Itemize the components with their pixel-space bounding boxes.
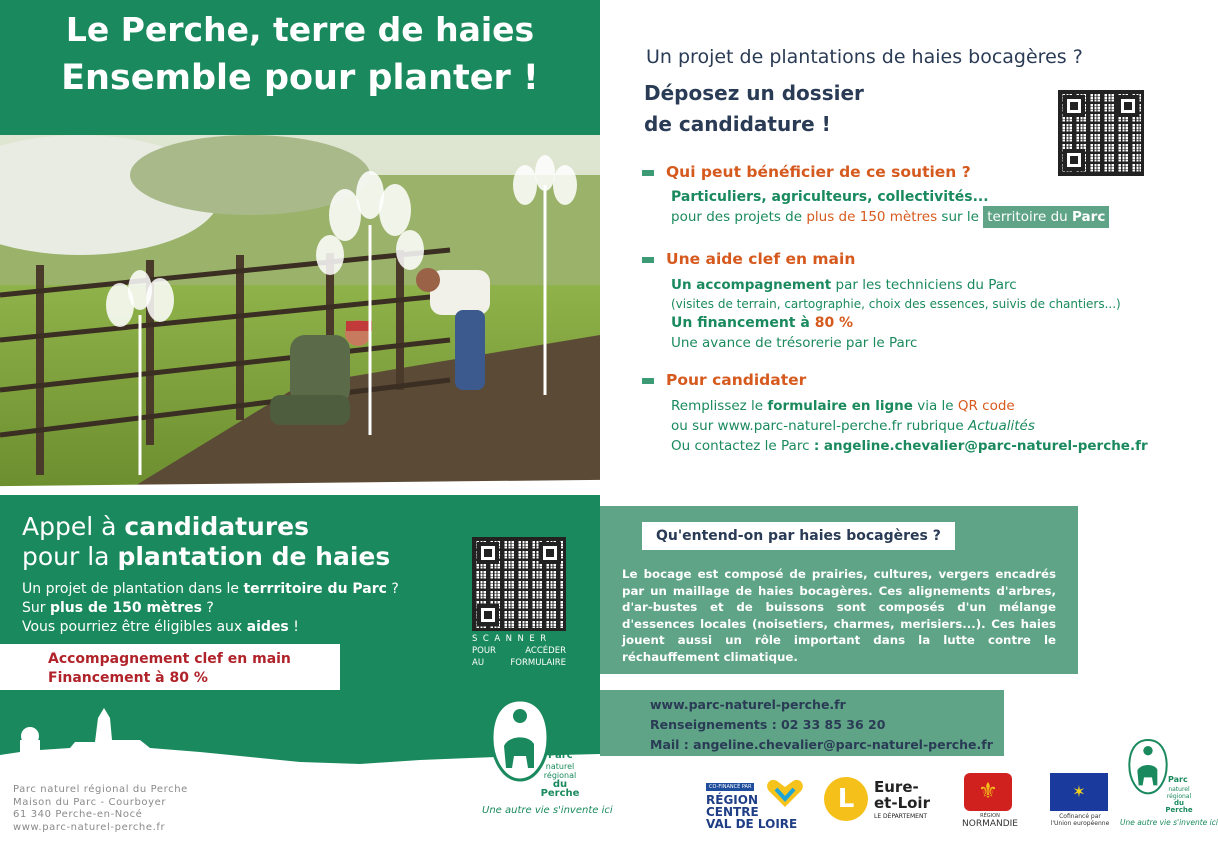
s3-l1b: formulaire en ligne [767, 398, 913, 414]
box-line1: Accompagnement clef en main [48, 651, 291, 667]
eu-stars-icon: ✶ [1050, 773, 1108, 811]
region-centre-logo [706, 773, 806, 831]
s1-l2a: pour des projets de [671, 209, 807, 225]
appel-c: pour la [22, 542, 118, 571]
appel-b: candidatures [124, 512, 310, 541]
box-line2: Financement à 80 % [48, 670, 208, 686]
s2-l3a: Un financement à [671, 315, 815, 331]
s2-title: Une aide clef en main [666, 250, 856, 268]
scan-caption [472, 633, 566, 669]
address-line4: www.parc-naturel-perche.fr [13, 821, 166, 833]
small-logo-du-perche: du Perche [1165, 799, 1193, 814]
s3-l1d: QR code [957, 398, 1015, 414]
small-logo-parc: Parc [1168, 775, 1188, 784]
intro-2b: plus de 150 mètres [49, 600, 202, 616]
section-how-to-apply [642, 371, 1182, 454]
small-logo-subtext [1164, 786, 1194, 814]
eure-line3: LE DÉPARTEMENT [874, 813, 928, 820]
bocage-title: Qu'entend-on par haies bocagères ? [642, 522, 955, 550]
s3-l2a: ou sur www.parc-naturel-perche.fr rubrique [671, 418, 968, 434]
main-title-line1: Le Perche, terre de haies [65, 10, 535, 49]
section-turnkey-aid [642, 250, 1152, 351]
appel-d: plantation de haies [117, 542, 391, 571]
bocage-definition-box [600, 506, 1078, 674]
intro-3b: aides [246, 619, 289, 635]
intro-3a: Vous pourriez être éligibles aux [22, 619, 247, 635]
logo-du-perche: du Perche [540, 779, 580, 799]
s2-l4: Une avance de trésorerie par le Parc [671, 335, 918, 351]
s1-l2b: plus de 150 mètres [806, 209, 938, 225]
scan-line2b: ACCÉDER [525, 646, 566, 656]
appel-heading [22, 512, 462, 572]
normandy-lions-icon: ⚜ [964, 773, 1012, 811]
s3-l1c: via le [912, 398, 958, 414]
s1-l2d: territoire du [987, 209, 1073, 225]
scan-line1: SCANNER [472, 634, 552, 644]
norm-line2: NORMANDIE [962, 819, 1018, 829]
s2-l3b: 80 % [814, 315, 854, 331]
eu-line2: l'Union européenne [1050, 820, 1110, 827]
sub-line1: Déposez un dossier [644, 81, 864, 105]
s2-l1b: par les techniciens du Parc [831, 277, 1017, 293]
intro-3c: ! [288, 619, 299, 635]
section-beneficiaries [642, 163, 1152, 225]
contact-website[interactable]: www.parc-naturel-perche.fr [650, 697, 846, 712]
s3-l3a: Ou contactez le Parc [671, 438, 814, 454]
logo-text [548, 750, 573, 761]
s1-l2e: Parc [1072, 209, 1106, 225]
cvl-line3: VAL DE LOIRE [706, 817, 798, 831]
bullet-icon [642, 378, 654, 384]
logo-naturel: naturel [545, 762, 575, 771]
small-logo-regional: régional [1166, 793, 1192, 800]
bullet-icon [642, 170, 654, 176]
eure-et-loir-logo [824, 777, 934, 827]
eure-circle-icon: L [824, 777, 868, 821]
highlight-box [0, 644, 340, 690]
eure-line1: Eure- [874, 778, 919, 796]
hedge-planting-photo [0, 135, 600, 495]
contact-box [600, 690, 1004, 756]
main-title-line2: Ensemble pour planter ! [61, 58, 539, 98]
qr-code-form[interactable] [472, 537, 566, 631]
address-line3: 61 340 Perche-en-Nocé [13, 809, 143, 820]
intro-1c: ? [386, 581, 399, 597]
parc-perche-logo-small [1120, 738, 1218, 833]
eu-logo [1044, 773, 1119, 829]
intro-1a: Un projet de plantation dans le [22, 581, 244, 597]
norm-line1: RÉGION [980, 813, 1000, 819]
left-header-band [0, 0, 600, 135]
scan-line3b: FORMULAIRE [510, 658, 566, 668]
parc-perche-logo [480, 698, 613, 823]
s1-title: Qui peut bénéficier de ce soutien ? [666, 163, 971, 181]
appel-a: Appel à [22, 512, 125, 541]
s1-line2 [671, 209, 1152, 225]
bullet-icon [642, 257, 654, 263]
scan-line2a: POUR [472, 646, 496, 656]
s3-l2b: Actualités [967, 418, 1035, 434]
cvl-line2: CENTRE [706, 805, 759, 819]
right-subheading [644, 78, 864, 140]
logo-parc: Parc [548, 750, 573, 761]
right-heading: Un projet de plantations de haies bocagères ? [646, 46, 1083, 68]
address-line1: Parc naturel régional du Perche [13, 784, 188, 795]
contact-phone[interactable]: Renseignements : 02 33 85 36 20 [650, 717, 886, 732]
s2-l1a: Un accompagnement [671, 277, 832, 293]
intro-2c: ? [201, 600, 214, 616]
scan-line3a: AU [472, 658, 485, 668]
s3-l3b[interactable]: : angeline.chevalier@parc-naturel-perche.fr [813, 438, 1148, 454]
intro-1b: terrritoire du Parc [243, 581, 387, 597]
territoire-highlight [983, 206, 1109, 228]
s3-title: Pour candidater [666, 371, 807, 389]
eure-line2: et-Loir [874, 794, 930, 812]
logo-regional: régional [543, 771, 577, 780]
horse-emblem-icon [1128, 738, 1168, 796]
cvl-small: CO-FINANCÉ PAR [706, 783, 754, 791]
bocage-text: Le bocage est composé de prairies, cultures, vergers encadrés par un maillage de haies bocagères. Ces alignements d'arbres, d'ar-bustes et de buissons sont composés d'un mélange d'essences locales (noisetiers, charmes, merisiers...). Ces haies jouent aussi un rôle important dans la lutte contre le réchauffement climatique. [622, 567, 1056, 664]
address-line2: Maison du Parc - Courboyer [13, 796, 167, 808]
contact-email[interactable]: Mail : angeline.chevalier@parc-naturel-perche.fr [650, 737, 993, 752]
intro-2a: Sur [22, 600, 50, 616]
s1-l2c: sur le [937, 209, 984, 225]
address-block [13, 784, 188, 834]
heart-icon [766, 777, 804, 809]
eu-line1: Cofinancé par [1059, 813, 1101, 820]
intro-text [22, 580, 462, 637]
cvl-line1: RÉGION [706, 793, 758, 807]
region-normandie-logo [954, 773, 1024, 829]
s1-line1: Particuliers, agriculteurs, collectivités... [671, 189, 989, 205]
small-logo-tagline: Une autre vie s'invente ici [1120, 818, 1218, 827]
logo-subtext [540, 762, 580, 798]
s3-l1a: Remplissez le [671, 398, 768, 414]
logo-tagline: Une autre vie s'invente ici [482, 805, 613, 816]
sub-line2: de candidature ! [644, 112, 831, 136]
s2-l2: (visites de terrain, cartographie, choix des essences, suivis de chantiers...) [671, 297, 1121, 311]
small-logo-naturel: naturel [1168, 786, 1190, 793]
